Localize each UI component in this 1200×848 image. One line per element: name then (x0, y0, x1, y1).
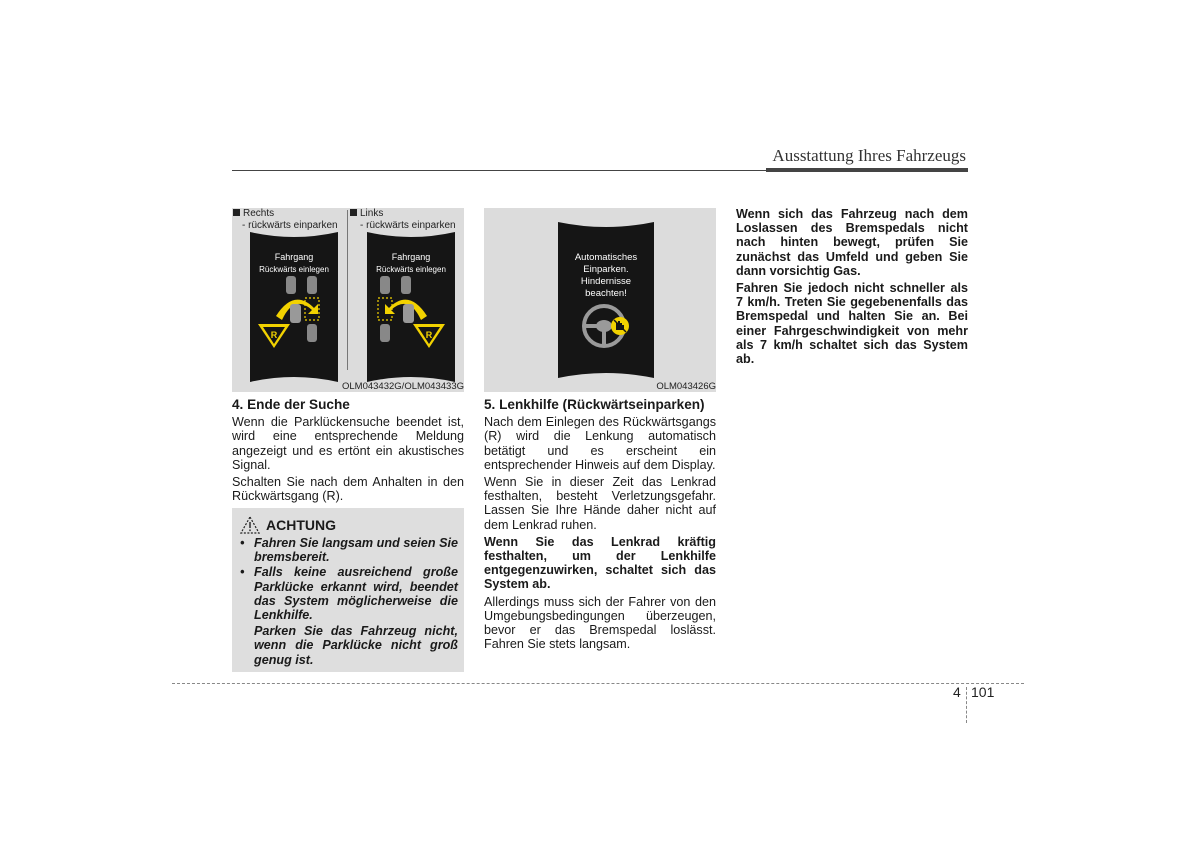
warning-triangle-icon (240, 516, 260, 534)
parked-car-icon (307, 276, 317, 294)
warning-item: • Falls keine ausreichend große Parklücke erkannt wird, beendet das System möglicherweise die Lenkhilfe. Parken Sie das Fahrzeug nicht, wenn die Parklücke nicht groß genug ist. (240, 565, 458, 667)
parked-car-icon (401, 276, 411, 294)
display-text-line3: Hindernisse (580, 276, 632, 287)
parked-car-icon (307, 324, 317, 342)
display-text-line1: Fahrgang (391, 252, 431, 262)
hand-warning-icon (611, 317, 629, 335)
section-heading: 4. Ende der Suche (232, 397, 350, 412)
page-header-title: Ausstattung Ihres Fahrzeugs (772, 146, 966, 165)
footer-rule (172, 683, 1024, 684)
figure-sublabel-left: - rückwärts einparken (360, 220, 456, 231)
figure-label-right: Rechts (233, 208, 274, 220)
display-text-line2: Rückwärts einlegen (376, 265, 446, 274)
parking-display-right (246, 232, 342, 382)
section-5 (484, 398, 716, 654)
warning-list (240, 536, 458, 668)
header-rule-accent (766, 168, 968, 172)
footer-divider (966, 687, 967, 723)
section-4 (232, 398, 464, 506)
parked-car-icon (380, 276, 390, 294)
figure-sublabel-right: - rückwärts einparken (242, 220, 338, 231)
parking-display-left (363, 232, 459, 382)
parked-car-icon (380, 324, 390, 342)
warning-item-extra: Parken Sie das Fahrzeug nicht, wenn die Parklücke nicht groß genug ist. (254, 624, 458, 667)
figure-caption-mid: OLM043426G (656, 381, 716, 392)
section-heading: 5. Lenkhilfe (Rückwärtseinparken) (484, 397, 705, 412)
own-car-icon (403, 304, 414, 323)
paragraph-bold: Wenn Sie das Lenkrad kräftig festhalten, um der Lenkhilfe entgegenzuwirken, schaltet sich das System ab. (484, 534, 716, 592)
parked-car-icon (286, 276, 296, 294)
paragraph-bold: Fahren Sie jedoch nicht schneller als 7 km/h. Treten Sie gegebenenfalls das Bremspedal und halten Sie an. Bei einer Fahrgeschwindigkeit von mehr als 7 km/h schaltet sich das System ab. (736, 281, 968, 367)
right-column (736, 207, 968, 369)
display-text-line2: Einparken. (583, 264, 629, 275)
warning-item: • Fahren Sie langsam und seien Sie bremsbereit. (240, 536, 458, 565)
display-text-line4: beachten! (585, 288, 627, 299)
display-text-line1: Automatisches (574, 252, 638, 263)
chapter-number: 4 (953, 684, 961, 700)
warning-box (232, 508, 464, 672)
paragraph: Wenn Sie in dieser Zeit das Lenkrad festhalten, besteht Verletzungsgefahr. Lassen Sie Ihre Hände daher nicht auf dem Lenkrad ruhen. (484, 475, 716, 532)
own-car-icon (290, 304, 301, 323)
paragraph: Allerdings muss sich der Fahrer von den Umgebungsbedingungen überzeugen, bevor er das Bremspedal loslässt. Fahren Sie stets langsam. (484, 594, 716, 652)
display-text-line1: Fahrgang (274, 252, 314, 262)
warning-title: ACHTUNG (266, 517, 336, 533)
figure-caption-left: OLM043432G/OLM043433G (342, 381, 464, 392)
paragraph: Nach dem Einlegen des Rückwärtsgangs (R) wird die Lenkung automatisch betätigt und es erscheint ein entsprechender Hinweis auf dem Display. (484, 415, 716, 472)
page-number: 101 (971, 684, 995, 700)
gear-r-symbol: R (270, 330, 278, 340)
square-bullet-icon (233, 209, 240, 216)
paragraph: Wenn die Parklückensuche beendet ist, wird eine entsprechende Meldung angezeigt und es ertönt ein akustisches Signal. (232, 415, 464, 472)
paragraph: Schalten Sie nach dem Anhalten in den Rückwärtsgang (R). (232, 475, 464, 504)
gear-r-symbol: R (425, 330, 433, 340)
paragraph-bold: Wenn sich das Fahrzeug nach dem Loslassen des Bremspedals nicht nach hinten bewegt, prüfen Sie zunächst das Umfeld und geben Sie dann vorsichtig Gas. (736, 207, 968, 278)
figure-label-left: Links (350, 208, 383, 220)
header-rule (232, 170, 766, 171)
display-text-line2: Rückwärts einlegen (259, 265, 329, 274)
square-bullet-icon (350, 209, 357, 216)
figure-divider (347, 210, 348, 370)
lenkhilfe-display (554, 222, 658, 378)
